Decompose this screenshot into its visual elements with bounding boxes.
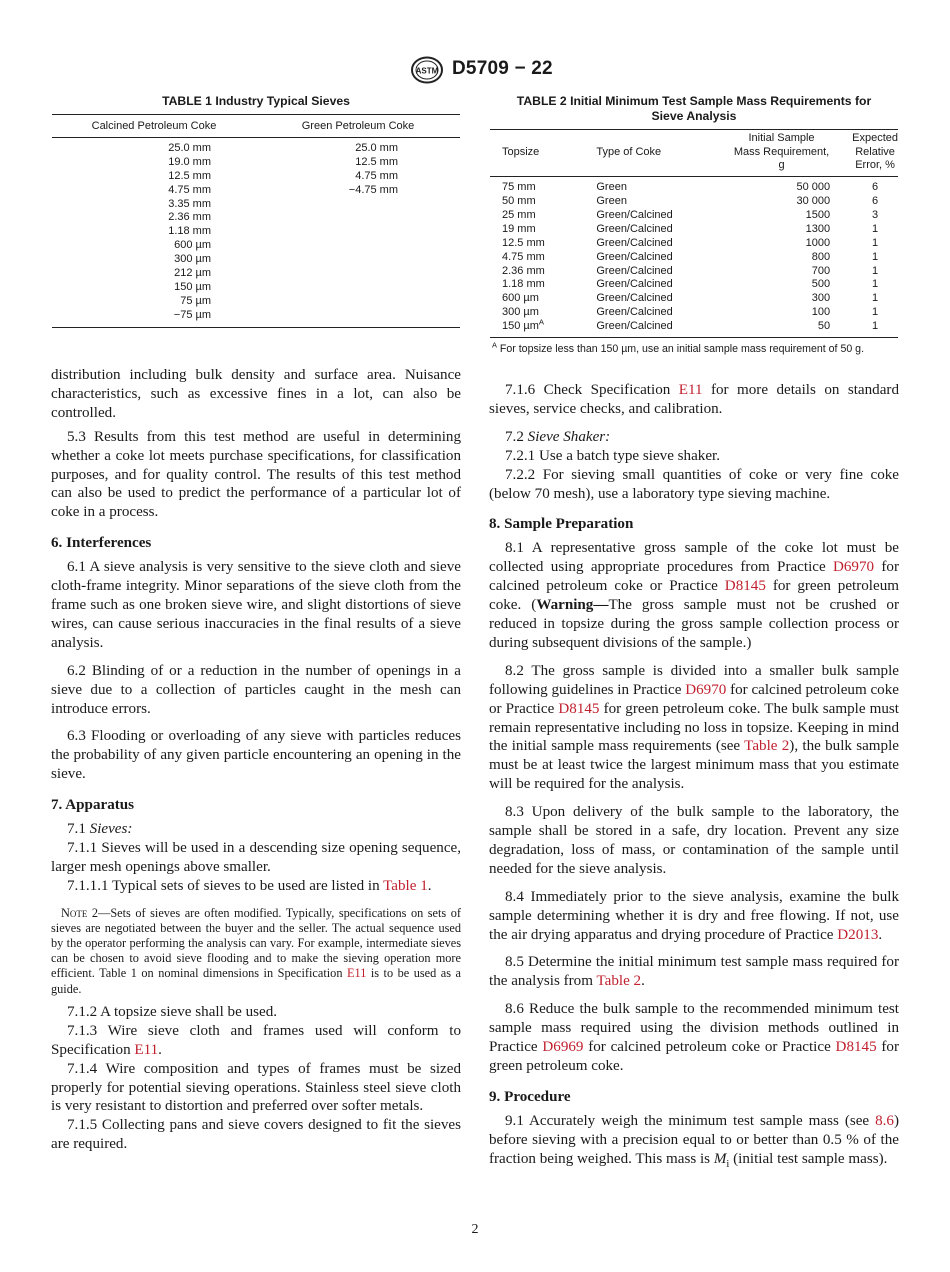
table-1-green-values xyxy=(256,142,460,323)
table-2-body xyxy=(490,177,898,334)
table-2-title xyxy=(490,94,898,124)
table-row xyxy=(490,278,898,292)
table-cell: 12.5 mm xyxy=(355,155,398,168)
table-cell: 6 xyxy=(872,181,879,194)
link-d8145[interactable]: D8145 xyxy=(724,578,766,595)
table-cell: Green/Calcined xyxy=(596,292,673,305)
table-cell: 1.18 mm xyxy=(502,278,545,291)
link-table-2[interactable]: Table 2 xyxy=(744,738,790,755)
section-heading-8: 8. Sample Preparation xyxy=(489,516,634,533)
section-heading-6: 6. Interferences xyxy=(51,535,152,552)
table-cell: Green/Calcined xyxy=(596,278,673,291)
table-cell: 1 xyxy=(872,306,879,319)
table-cell: Green xyxy=(596,181,627,194)
paragraph-8-3: 8.3 Upon delivery of the bulk sample to the laboratory, the sample shall be stored in a safe, dry location. Prevent any size degradation, loss of mass, or contamination of the sample until needed for the sieve analysis. xyxy=(489,804,899,877)
table-cell: Green xyxy=(596,195,627,208)
table-cell: 600 µm xyxy=(502,292,539,305)
table-row xyxy=(490,209,898,223)
svg-text:ASTM: ASTM xyxy=(415,66,439,76)
table-cell: 500 xyxy=(811,278,831,291)
table-cell: Green/Calcined xyxy=(596,236,673,249)
paragraph-6-1: 6.1 A sieve analysis is very sensitive to the sieve cloth and sieve cloth-frame integrity. Minor separations of the sieve cloth from the frame such as one broken sieve wire, and slight distortions of sieve wires, can cause serious inaccuracies in the final results of a sieve analysis. xyxy=(51,559,461,651)
paragraph-7-1-4: 7.1.4 Wire composition and types of frames must be sized properly for potential sieving operations. Stainless steel sieve cloth is very resistant to distortion and preferred over softer metals. xyxy=(51,1060,461,1115)
paragraph-7-1-1: 7.1.1 Sieves will be used in a descending size opening sequence, larger mesh openings above smaller. xyxy=(51,839,461,875)
table-cell: 75 µm xyxy=(180,294,211,307)
link-d8145[interactable]: D8145 xyxy=(558,700,600,717)
table-cell: 3.35 mm xyxy=(168,197,211,210)
paragraph-7-1-6: 7.1.6 Check Specification E11 for more details on standard sieves, service checks, and calibration. xyxy=(489,382,899,417)
table-cell: 1 xyxy=(872,278,879,291)
table-2-title-line: TABLE 2 Initial Minimum Test Sample Mass Requirements for xyxy=(516,94,872,108)
link-d2013[interactable]: D2013 xyxy=(837,926,879,943)
table-cell: 2.36 mm xyxy=(168,211,211,224)
table-row xyxy=(490,223,898,237)
page-number: 2 xyxy=(471,1222,479,1237)
table-cell: 1500 xyxy=(805,208,831,221)
table-cell: Green/Calcined xyxy=(596,264,673,277)
link-e11[interactable]: E11 xyxy=(346,966,367,981)
paragraph-7-1-1-1: 7.1.1.1 Typical sets of sieves to be used are listed in Table 1. xyxy=(67,877,432,894)
page-header xyxy=(0,54,950,86)
header-error: Expected Relative Error, % xyxy=(852,132,898,172)
paragraph-8-6: 8.6 Reduce the bulk sample to the recommended minimum test sample mass required using the division methods outlined in Practice D6969 for calcined petroleum coke or Practice D8145 for green petroleum coke. xyxy=(489,1001,900,1074)
table-2-title-line: Sieve Analysis xyxy=(651,109,737,123)
table-row xyxy=(490,320,898,334)
link-d8145[interactable]: D8145 xyxy=(835,1039,877,1056)
paragraph-7-1-5: 7.1.5 Collecting pans and sieve covers designed to fit the sieves are required. xyxy=(51,1117,461,1153)
table-cell: Green/Calcined xyxy=(596,306,673,319)
table-row xyxy=(490,306,898,320)
table-cell: 150 µm$^A$ xyxy=(502,317,545,333)
table-cell: 2.36 mm xyxy=(502,264,545,277)
table-2-header-row xyxy=(490,130,898,176)
header-topsize: Topsize xyxy=(502,145,540,158)
table-cell: 19.0 mm xyxy=(168,155,211,168)
table-cell: 4.75 mm xyxy=(502,250,545,263)
link-d6970[interactable]: D6970 xyxy=(685,681,727,698)
table-1-header xyxy=(52,118,460,134)
link-d6970[interactable]: D6970 xyxy=(832,559,875,576)
table-row xyxy=(490,237,898,251)
table-cell: −4.75 mm xyxy=(348,183,398,196)
section-heading-7: 7. Apparatus xyxy=(51,797,135,814)
table-row xyxy=(490,265,898,279)
paragraph-6-3: 6.3 Flooding or overloading of any sieve with particles reduces the probability of any given particle encountering an opening in the sieve. xyxy=(51,728,461,783)
table-cell: 3 xyxy=(872,208,879,221)
paragraph-8-5: 8.5 Determine the initial minimum test sample mass required for the analysis from Table 2. xyxy=(489,954,899,990)
table-cell: 4.75 mm xyxy=(355,169,398,182)
link-e11[interactable]: E11 xyxy=(134,1041,159,1058)
table-cell: 75 mm xyxy=(502,181,536,194)
table-cell: 12.5 mm xyxy=(502,236,545,249)
table-cell: Green/Calcined xyxy=(596,208,673,221)
table-row xyxy=(490,195,898,209)
section-heading-9: 9. Procedure xyxy=(489,1088,571,1105)
table-cell: Green/Calcined xyxy=(596,320,673,333)
table-cell: Green/Calcined xyxy=(596,250,673,263)
table-cell: 25 mm xyxy=(502,208,536,221)
table-cell: 150 µm xyxy=(174,280,211,293)
header-mass: Initial Sample Mass Requirement, g xyxy=(733,132,830,172)
right-column xyxy=(489,381,899,1180)
table-cell: 1 xyxy=(872,264,879,277)
table-cell: 1 xyxy=(872,320,879,333)
table-cell: 4.75 mm xyxy=(168,183,211,196)
table-cell: −75 µm xyxy=(173,308,211,321)
paragraph-7-2-1: 7.2.1 Use a batch type sieve shaker. xyxy=(505,447,721,464)
table-cell: 6 xyxy=(872,195,879,208)
table-cell: 12.5 mm xyxy=(168,169,211,182)
table-1-title: TABLE 1 Industry Typical Sieves xyxy=(162,94,350,108)
paragraph-7-2-2: 7.2.2 For sieving small quantities of coke or very fine coke (below 70 mesh), use a laboratory type sieving machine. xyxy=(489,466,899,502)
table-cell: Green/Calcined xyxy=(596,222,673,235)
table-cell: 19 mm xyxy=(502,222,536,235)
table-row xyxy=(490,181,898,195)
table-cell: 1.18 mm xyxy=(168,225,211,238)
table-1-calcined-values xyxy=(52,142,256,323)
paragraph-8-2: 8.2 The gross sample is divided into a smaller bulk sample following guidelines in Practice D6970 for calcined petroleum coke or Practice D8145 for green petroleum coke. The bulk sample must remain representative including no loss in topsize. Keeping in mind the initial sample mass requirements (see Table 2), the bulk sample must be at least twice the largest minimum mass that you estimate will be required for the analysis. xyxy=(489,662,899,793)
table-cell: 30 000 xyxy=(796,195,831,208)
table-cell: 1300 xyxy=(805,222,831,235)
paragraph-7-1: 7.1 Sieves: xyxy=(67,821,133,838)
paragraph-7-1-2: 7.1.2 A topsize sieve shall be used. xyxy=(67,1003,278,1020)
link-e11[interactable]: E11 xyxy=(678,382,703,398)
paragraph-8-4: 8.4 Immediately prior to the sieve analysis, examine the bulk sample determining whether it is dry and free flowing. If not, use the air drying apparatus and drying procedure of Practice D2013. xyxy=(489,888,899,943)
paragraph-6-2: 6.2 Blinding of or a reduction in the number of openings in a sieve due to a collection of particles caught in the mesh can introduce errors. xyxy=(51,662,461,717)
table-cell: 25.0 mm xyxy=(355,142,398,154)
left-column xyxy=(51,366,461,1159)
document-designation: D5709 − 22 xyxy=(452,58,553,79)
paragraph-9-1: 9.1 Accurately weigh the minimum test sample mass (see 8.6) before sieving with a precision equal to or better than 0.5 % of the fraction being weighed. This mass is $M_i$ (initial test sample mass). xyxy=(489,1112,899,1170)
link-table-1[interactable]: Table 1 xyxy=(383,877,428,894)
table-cell: 800 xyxy=(811,250,831,263)
table-2-footnote: $^A$ For topsize less than 150 µm, use an initial sample mass requirement of 50 g. xyxy=(492,340,865,356)
link-8-6[interactable]: 8.6 xyxy=(875,1112,894,1129)
table-cell: 212 µm xyxy=(174,267,211,280)
table-2 xyxy=(490,94,898,355)
table-2-grid xyxy=(490,130,898,334)
footnote-mark: A xyxy=(538,317,545,327)
note-2: Note 2—Sets of sieves are often modified. Typically, specifications on sets of sieves are negotiated between the buyer and the seller. The actual sequence used by the operator performing the analysis can vary. For example, intermediate sieves can be chosen to avoid sieve flooding and to make the sieving operation more efficient. Table 1 on nominal dimensions in Specification E11 is to be used as a guide. xyxy=(51,905,461,996)
link-table-2[interactable]: Table 2 xyxy=(596,973,642,990)
paragraph-5-3: 5.3 Results from this test method are useful in determining whether a coke lot meets purchase specifications, for classification purposes, and for quality control. The results of this test method can also be used to predict the performance of a particular lot of coke in a process. xyxy=(51,428,461,521)
table-cell: 1 xyxy=(872,250,879,263)
table-cell: 50 xyxy=(817,320,831,333)
table-cell: 50 mm xyxy=(502,195,536,208)
link-d6969[interactable]: D6969 xyxy=(542,1039,584,1056)
header-type: Type of Coke xyxy=(596,145,662,158)
table-cell: 1 xyxy=(872,236,879,249)
paragraph-8-1: 8.1 A representative gross sample of the coke lot must be collected using appropriate procedures from Practice D6970 for calcined petroleum coke or Practice D8145 for green petroleum coke. (Warning—The gross sample must not be crushed or reduced in topsize during the gross sample collection process or during subsequent divisions of the sample.) xyxy=(489,540,899,651)
table-row xyxy=(490,251,898,265)
table-1-col-calcined: Calcined Petroleum Coke xyxy=(91,120,217,132)
table-cell: 700 xyxy=(811,264,831,277)
table-cell: 300 xyxy=(811,292,831,305)
table-cell: 25.0 mm xyxy=(168,142,211,154)
table-1 xyxy=(52,94,460,328)
table-cell: 600 µm xyxy=(174,239,211,252)
table-cell: 300 µm xyxy=(174,253,211,266)
astm-logo-icon xyxy=(410,56,444,84)
table-cell: 1000 xyxy=(805,236,831,249)
table-cell: 100 xyxy=(811,306,831,319)
table-cell: 1 xyxy=(872,292,879,305)
table-cell: 1 xyxy=(872,222,879,235)
table-cell: 300 µm xyxy=(502,306,539,319)
table-row xyxy=(490,292,898,306)
paragraph-7-1-3: 7.1.3 Wire sieve cloth and frames used will conform to Specification E11. xyxy=(51,1022,461,1058)
table-cell: 50 000 xyxy=(796,181,831,194)
table-1-col-green: Green Petroleum Coke xyxy=(301,120,415,132)
paragraph: distribution including bulk density and surface area. Nuisance characteristics, such as excessive fines in a lot, can also be controlled. xyxy=(51,367,461,421)
paragraph-7-2: 7.2 Sieve Shaker: xyxy=(505,428,611,445)
